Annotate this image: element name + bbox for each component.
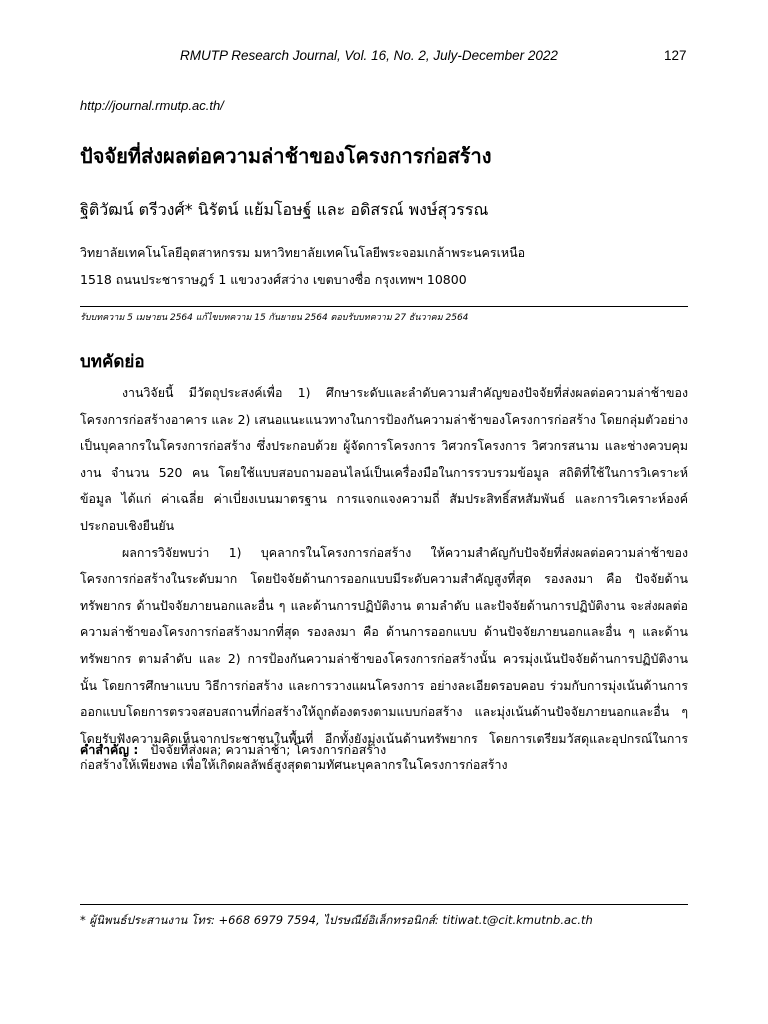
article-authors: ฐิติวัฒน์ ตรีวงศ์* นิรัตน์ แย้มโอษฐ์ และ อดิสรณ์ พงษ์สุวรรณ	[80, 200, 489, 219]
divider-top	[80, 306, 688, 307]
affiliation-line-2: 1518 ถนนประชาราษฎร์ 1 แขวงวงศ์สว่าง เขตบางซื่อ กรุงเทพฯ 10800	[80, 272, 467, 287]
keywords-values: ปัจจัยที่ส่งผล; ความล่าช้า; โครงการก่อสร้าง	[150, 742, 387, 757]
divider-footnote	[80, 904, 688, 905]
abstract-heading: บทคัดย่อ	[80, 352, 145, 372]
journal-header: RMUTP Research Journal, Vol. 16, No. 2, July-December 2022	[180, 48, 558, 63]
journal-url[interactable]: http://journal.rmutp.ac.th/	[80, 98, 224, 113]
abstract-paragraph-1: งานวิจัยนี้ มีวัตถุประสงค์เพื่อ 1) ศึกษาระดับและลำดับความสำคัญของปัจจัยที่ส่งผลต่อความล่าช้าของโครงการก่อสร้างอาคาร และ 2) เสนอแนะแนวทางในการป้องกันความล่าช้าของโครงการก่อสร้าง โดยกลุ่มตัวอย่างเป็นบุคลากรในโครงการก่อสร้าง ซึ่งประกอบด้วย ผู้จัดการโครงการ วิศวกรโครงการ วิศวกรสนาม และช่างควบคุมงาน จำนวน 520 คน โดยใช้แบบสอบถามออนไลน์เป็นเครื่องมือในการรวบรวมข้อมูล สถิติที่ใช้ในการวิเคราะห์ข้อมูล ได้แก่ ค่าเฉลี่ย ค่าเบี่ยงเบนมาตรฐาน การแจกแจงความถี่ สัมประสิทธิ์สหสัมพันธ์ และการวิเคราะห์องค์ประกอบเชิงยืนยัน	[80, 385, 688, 533]
abstract-body	[80, 380, 688, 779]
keywords-label: คำสำคัญ :	[80, 742, 139, 757]
article-dates: รับบทความ 5 เมษายน 2564 แก้ไขบทความ 15 กันยายน 2564 ตอบรับบทความ 27 ธันวาคม 2564	[80, 313, 469, 323]
article-title: ปัจจัยที่ส่งผลต่อความล่าช้าของโครงการก่อสร้าง	[80, 144, 492, 168]
affiliation-line-1: วิทยาลัยเทคโนโลยีอุตสาหกรรม มหาวิทยาลัยเทคโนโลยีพระจอมเกล้าพระนครเหนือ	[80, 245, 526, 260]
page-number: 127	[664, 48, 687, 63]
corresponding-author-footnote: * ผู้นิพนธ์ประสานงาน โทร: +668 6979 7594, ไปรษณีย์อิเล็กทรอนิกส์: titiwat.t@cit.kmutnb.ac.th	[80, 913, 593, 927]
keywords	[80, 740, 688, 760]
abstract-paragraph-2: ผลการวิจัยพบว่า 1) บุคลากรในโครงการก่อสร้าง ให้ความสำคัญกับปัจจัยที่ส่งผลต่อความล่าช้าของโครงการก่อสร้างในระดับมาก โดยปัจจัยด้านการออกแบบมีระดับความสำคัญสูงที่สุด รองลงมา คือ ปัจจัยด้านทรัพยากร ด้านปัจจัยภายนอกและอื่น ๆ และด้านการปฏิบัติงาน ตามลำดับ และปัจจัยด้านการปฏิบัติงาน จะส่งผลต่อความล่าช้าของโครงการก่อสร้างมากที่สุด รองลงมา คือ ด้านการออกแบบ ด้านปัจจัยภายนอกและอื่น ๆ และด้านทรัพยากร ตามลำดับ และ 2) การป้องกันความล่าช้าของโครงการก่อสร้างนั้น ควรมุ่งเน้นปัจจัยด้านการปฏิบัติงานนั้น โดยการศึกษาแบบ วิธีการก่อสร้าง และการวางแผนโครงการ อย่างละเอียดรอบคอบ ร่วมกับการมุ่งเน้นด้านการออกแบบโดยการตรวจสอบสถานที่ก่อสร้างให้ถูกต้องตรงตามแบบก่อสร้าง และมุ่งเน้นด้านปัจจัยภายนอกและอื่น ๆ โดยรับฟังความคิดเห็นจากประชาชนในพื้นที่ อีกทั้งยังมุ่งเน้นด้านทรัพยากร โดยการเตรียมวัสดุและอุปกรณ์ในการก่อสร้างให้เพียงพอ เพื่อให้เกิดผลลัพธ์สูงสุดตามทัศนะบุคลากรในโครงการก่อสร้าง	[80, 544, 688, 773]
